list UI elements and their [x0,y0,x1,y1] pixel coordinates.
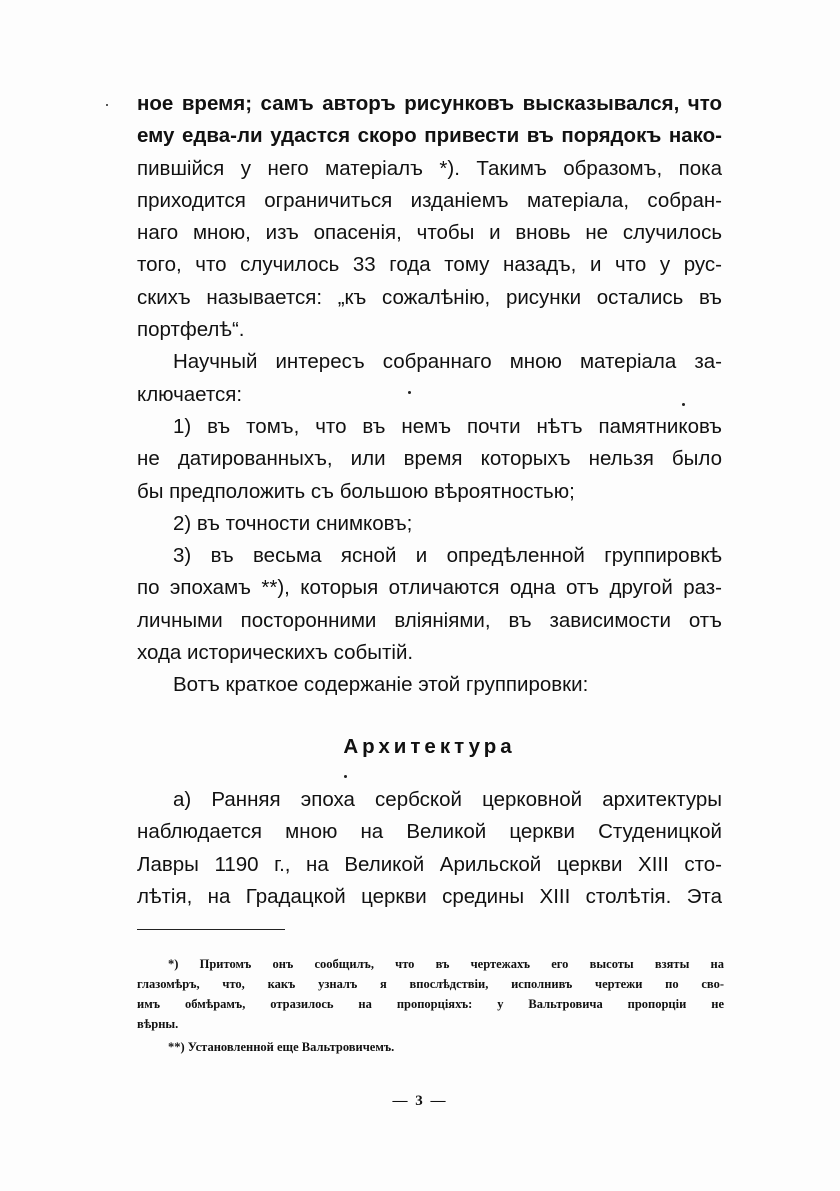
text-line: не датированныхъ, или время которыхъ нельзя было [137,447,722,471]
text-line: 1) въ томъ, что въ немъ почти нѣтъ памятниковъ [173,414,722,438]
ink-speck [344,775,347,778]
text-line: 2) въ точности снимковъ; [173,511,413,535]
text-line: Научный интересъ собраннаго мною матеріала за- [173,350,722,374]
text-line: Лавры 1190 г., на Великой Арильской церкви XIII сто- [137,852,722,876]
footnote-line: глазомѣръ, что, какъ узналъ я впослѣдствіи, исполнивъ чертежи по сво- [137,977,724,991]
page-number: — 3 — [392,1093,448,1109]
footnote-line: имъ обмѣрамъ, отразилось на пропорціяхъ: у Вальтровича пропорціи не [137,997,724,1011]
text-line: Вотъ краткое содержаніе этой группировки: [173,673,589,697]
footnote-line: **) Установленной еще Вальтровичемъ. [168,1040,395,1054]
text-line: скихъ называется: „къ сожалѣнію, рисунки остались въ [137,285,722,309]
text-line: того, что случилось 33 года тому назадъ, и что у рус- [137,253,722,277]
ink-speck [408,391,411,394]
text-line: по эпохамъ **), которыя отличаются одна отъ другой раз- [137,576,722,600]
section-text [137,784,722,913]
main-text [137,88,722,702]
text-line: наго мною, изъ опасенія, чтобы и вновь не случилось [137,221,722,245]
text-line: 3) въ весьма ясной и опредѣленной группировкѣ [173,544,722,568]
footnote-line: *) Притомъ онъ сообщилъ, что въ чертежахъ его высоты взяты на [168,957,724,971]
text-line: портфелѣ“. [137,318,245,342]
section-heading: Архитектура [343,735,516,758]
text-line: приходится ограничиться изданіемъ матеріала, собран- [137,188,722,212]
footnotes [137,954,724,1057]
footnote-line: вѣрны. [137,1017,179,1031]
footnote-divider [137,929,285,930]
text-line: хода историческихъ событій. [137,641,414,665]
text-line: личными посторонними вліяніями, въ зависимости отъ [137,608,722,632]
ink-speck [682,403,685,406]
text-line: а) Ранняя эпоха сербской церковной архитектуры [173,788,722,811]
ink-speck [106,104,108,106]
text-line: наблюдается мною на Великой церкви Студеницкой [137,820,722,844]
text-line: пившійся у него матеріалъ *). Такимъ образомъ, пока [137,156,722,180]
text-line: ключается: [137,382,243,406]
text-line: лѣтія, на Градацкой церкви средины XIII столѣтія. Эта [137,884,722,908]
text-line: бы предположить съ большою вѣроятностью; [137,479,575,503]
text-line: ное время; самъ авторъ рисунковъ высказывался, что [137,92,722,115]
text-line: ему едва-ли удастся скоро привести въ порядокъ нако- [137,124,722,148]
